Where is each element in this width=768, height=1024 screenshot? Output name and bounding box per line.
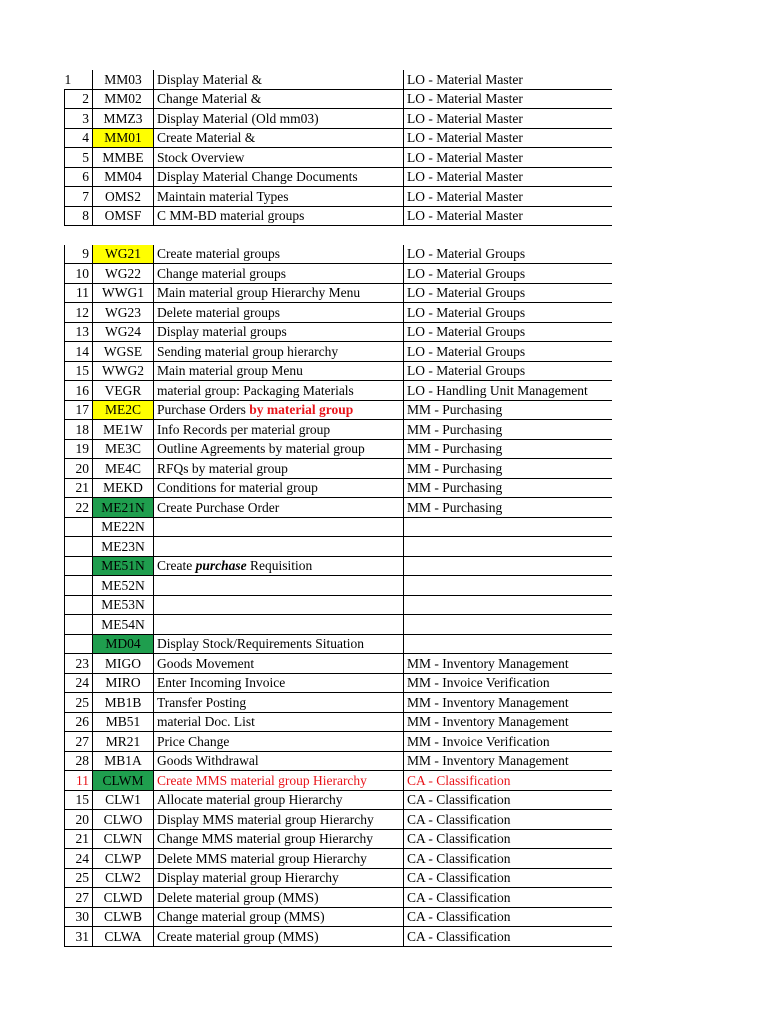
application-area: MM - Inventory Management [404, 654, 612, 674]
transaction-code: MB1A [93, 751, 154, 771]
transaction-code: MM04 [93, 167, 154, 187]
row-number: 30 [65, 907, 93, 927]
table-row [65, 790, 612, 810]
row-number: 31 [65, 927, 93, 947]
row-number: 27 [65, 888, 93, 908]
transaction-code: ME52N [93, 576, 154, 596]
application-area: LO - Material Master [404, 187, 612, 207]
table-row [65, 109, 612, 129]
table-row [65, 634, 612, 654]
transaction-description [154, 439, 404, 459]
table-row [65, 70, 612, 89]
table-row [65, 907, 612, 927]
table-row [65, 615, 612, 635]
transaction-description [154, 89, 404, 109]
application-area: LO - Material Groups [404, 245, 612, 264]
description-text: Change Material & [157, 91, 262, 106]
application-area [404, 595, 612, 615]
table-row [65, 693, 612, 713]
application-area: CA - Classification [404, 907, 612, 927]
blank-row [65, 226, 612, 245]
application-area: CA - Classification [404, 849, 612, 869]
empty-cell [93, 226, 154, 245]
table-row [65, 342, 612, 362]
application-area [404, 615, 612, 635]
transaction-description [154, 420, 404, 440]
row-number: 24 [65, 849, 93, 869]
description-text: Create material group (MMS) [157, 928, 319, 944]
transaction-code: MB1B [93, 693, 154, 713]
table-row [65, 420, 612, 440]
table-row [65, 498, 612, 518]
transaction-description [154, 673, 404, 693]
table-row [65, 148, 612, 168]
transaction-code: CLWM [93, 771, 154, 791]
transaction-description [154, 595, 404, 615]
table-row [65, 751, 612, 771]
transaction-description [154, 245, 404, 264]
row-number: 25 [65, 868, 93, 888]
row-number: 11 [65, 771, 93, 791]
transaction-description [154, 693, 404, 713]
description-emphasis: purchase [195, 558, 247, 573]
application-area: MM - Purchasing [404, 420, 612, 440]
transaction-description [154, 400, 404, 420]
table-row [65, 517, 612, 537]
transaction-code: ME54N [93, 615, 154, 635]
table-body [65, 70, 612, 946]
table-row [65, 361, 612, 381]
application-area: CA - Classification [404, 810, 612, 830]
application-area: LO - Material Master [404, 89, 612, 109]
description-text: material group: Packaging Materials [157, 382, 354, 398]
application-area: LO - Material Groups [404, 303, 612, 323]
transaction-code: WG21 [93, 245, 154, 264]
row-number: 1 [65, 70, 93, 89]
transaction-description [154, 849, 404, 869]
application-area: LO - Material Groups [404, 264, 612, 284]
application-area: CA - Classification [404, 888, 612, 908]
application-area: LO - Material Groups [404, 342, 612, 362]
transaction-description [154, 128, 404, 148]
table-row [65, 829, 612, 849]
transaction-description [154, 283, 404, 303]
transaction-code: VEGR [93, 381, 154, 401]
transaction-description [154, 70, 404, 89]
application-area [404, 517, 612, 537]
row-number: 10 [65, 264, 93, 284]
application-area: MM - Purchasing [404, 498, 612, 518]
transaction-description [154, 868, 404, 888]
table-row [65, 868, 612, 888]
transaction-description [154, 810, 404, 830]
description-text: Delete material groups [157, 304, 280, 320]
transaction-description [154, 576, 404, 596]
table-row [65, 439, 612, 459]
description-text: Create MMS material group Hierarchy [157, 772, 367, 788]
description-text: Change material groups [157, 265, 286, 281]
transaction-code: WG24 [93, 322, 154, 342]
transaction-description [154, 498, 404, 518]
table-row [65, 595, 612, 615]
row-number: 22 [65, 498, 93, 518]
application-area: CA - Classification [404, 868, 612, 888]
transaction-code: WGSE [93, 342, 154, 362]
transaction-code: OMSF [93, 206, 154, 226]
transaction-code: CLWP [93, 849, 154, 869]
transaction-code: CLWO [93, 810, 154, 830]
row-number: 26 [65, 712, 93, 732]
table-row [65, 322, 612, 342]
application-area [404, 556, 612, 576]
transaction-description [154, 342, 404, 362]
application-area: LO - Handling Unit Management [404, 381, 612, 401]
transaction-description [154, 888, 404, 908]
row-number [65, 634, 93, 654]
description-text: Display Stock/Requirements Situation [157, 636, 364, 651]
table-row [65, 732, 612, 752]
row-number: 23 [65, 654, 93, 674]
application-area: LO - Material Master [404, 148, 612, 168]
description-text: Purchase Orders [157, 402, 250, 417]
row-number: 21 [65, 478, 93, 498]
transaction-code: CLWN [93, 829, 154, 849]
row-number: 11 [65, 283, 93, 303]
application-area: LO - Material Groups [404, 361, 612, 381]
row-number: 20 [65, 459, 93, 479]
table-row [65, 771, 612, 791]
table-row [65, 576, 612, 596]
description-text: Main material group Hierarchy Menu [157, 285, 361, 300]
row-number: 25 [65, 693, 93, 713]
transaction-code: CLW2 [93, 868, 154, 888]
description-text: Create material groups [157, 246, 280, 261]
description-text: Display Material Change Documents [157, 169, 358, 184]
row-number: 17 [65, 400, 93, 420]
table-row [65, 459, 612, 479]
application-area: MM - Inventory Management [404, 751, 612, 771]
transaction-code: OMS2 [93, 187, 154, 207]
application-area: CA - Classification [404, 790, 612, 810]
transaction-code: MR21 [93, 732, 154, 752]
transaction-description [154, 829, 404, 849]
row-number: 2 [65, 89, 93, 109]
description-text: Conditions for material group [157, 480, 318, 495]
row-number: 14 [65, 342, 93, 362]
transaction-code: MM02 [93, 89, 154, 109]
description-text: Maintain material Types [157, 188, 289, 204]
description-text: Delete material group (MMS) [157, 889, 319, 905]
description-text: Goods Movement [157, 655, 255, 671]
transaction-code: ME53N [93, 595, 154, 615]
table-row [65, 283, 612, 303]
transaction-description [154, 790, 404, 810]
application-area: MM - Invoice Verification [404, 732, 612, 752]
table-row [65, 128, 612, 148]
application-area: CA - Classification [404, 927, 612, 947]
application-area: MM - Purchasing [404, 478, 612, 498]
transaction-description [154, 654, 404, 674]
table-row [65, 167, 612, 187]
transaction-description [154, 459, 404, 479]
row-number: 7 [65, 187, 93, 207]
empty-cell [404, 226, 612, 245]
description-text: Transfer Posting [157, 694, 247, 710]
row-number: 4 [65, 128, 93, 148]
transaction-code: ME1W [93, 420, 154, 440]
transaction-description [154, 381, 404, 401]
transaction-code: MM03 [93, 70, 154, 89]
transaction-description [154, 712, 404, 732]
application-area: LO - Material Groups [404, 322, 612, 342]
transaction-code: MEKD [93, 478, 154, 498]
description-text: C MM-BD material groups [157, 208, 305, 223]
transaction-code: MD04 [93, 634, 154, 654]
description-text: Outline Agreements by material group [157, 441, 365, 456]
transaction-code: CLWB [93, 907, 154, 927]
description-text: Display Material (Old mm03) [157, 110, 319, 126]
transaction-code: WG23 [93, 303, 154, 323]
empty-cell [65, 226, 93, 245]
application-area: MM - Inventory Management [404, 693, 612, 713]
description-text: RFQs by material group [157, 460, 288, 476]
row-number: 21 [65, 829, 93, 849]
table-row [65, 654, 612, 674]
transaction-description [154, 615, 404, 635]
transaction-code: MMBE [93, 148, 154, 168]
table-row [65, 712, 612, 732]
transaction-description [154, 732, 404, 752]
transaction-description [154, 167, 404, 187]
transaction-description [154, 634, 404, 654]
table-row [65, 187, 612, 207]
transaction-code: CLWA [93, 927, 154, 947]
row-number: 9 [65, 245, 93, 264]
row-number: 6 [65, 167, 93, 187]
application-area: CA - Classification [404, 829, 612, 849]
transaction-code: ME2C [93, 400, 154, 420]
transaction-description [154, 537, 404, 557]
description-text: Create Material & [157, 130, 256, 145]
transaction-code: MIGO [93, 654, 154, 674]
transaction-description [154, 264, 404, 284]
row-number: 16 [65, 381, 93, 401]
transaction-description [154, 303, 404, 323]
transaction-code: CLW1 [93, 790, 154, 810]
transaction-code: CLWD [93, 888, 154, 908]
description-text: Allocate material group Hierarchy [157, 792, 343, 807]
transaction-code: ME22N [93, 517, 154, 537]
transaction-description [154, 751, 404, 771]
table-row [65, 206, 612, 226]
application-area: LO - Material Master [404, 109, 612, 129]
description-text: Change MMS material group Hierarchy [157, 831, 373, 846]
row-number: 15 [65, 361, 93, 381]
transaction-code: ME21N [93, 498, 154, 518]
description-text: Display Material & [157, 71, 262, 87]
description-text: Stock Overview [157, 149, 245, 165]
transaction-description [154, 771, 404, 791]
application-area: CA - Classification [404, 771, 612, 791]
row-number [65, 537, 93, 557]
transaction-code: WWG2 [93, 361, 154, 381]
row-number [65, 576, 93, 596]
description-tail: Requisition [246, 558, 313, 573]
table-row [65, 849, 612, 869]
transaction-code-table [64, 70, 612, 947]
application-area: LO - Material Groups [404, 283, 612, 303]
transaction-description [154, 187, 404, 207]
table-row [65, 264, 612, 284]
description-text: Create Purchase Order [157, 499, 280, 515]
transaction-code: MB51 [93, 712, 154, 732]
application-area: MM - Invoice Verification [404, 673, 612, 693]
description-text: Price Change [157, 733, 230, 749]
application-area [404, 576, 612, 596]
description-text: Goods Withdrawal [157, 753, 259, 768]
row-number: 18 [65, 420, 93, 440]
transaction-code: MM01 [93, 128, 154, 148]
description-text: Display MMS material group Hierarchy [157, 811, 374, 827]
transaction-code: ME23N [93, 537, 154, 557]
row-number: 24 [65, 673, 93, 693]
row-number: 12 [65, 303, 93, 323]
table-row [65, 927, 612, 947]
description-text: Main material group Menu [157, 363, 303, 378]
row-number: 20 [65, 810, 93, 830]
row-number: 28 [65, 751, 93, 771]
description-text: Enter Incoming Invoice [157, 675, 286, 690]
row-number: 15 [65, 790, 93, 810]
description-emphasis: by material group [249, 402, 354, 417]
row-number [65, 517, 93, 537]
table-row [65, 381, 612, 401]
transaction-code: ME3C [93, 439, 154, 459]
row-number [65, 595, 93, 615]
application-area: MM - Inventory Management [404, 712, 612, 732]
description-text: Sending material group hierarchy [157, 343, 339, 359]
transaction-description [154, 206, 404, 226]
table-row [65, 478, 612, 498]
application-area: LO - Material Master [404, 128, 612, 148]
application-area [404, 537, 612, 557]
application-area: LO - Material Master [404, 167, 612, 187]
row-number: 8 [65, 206, 93, 226]
transaction-code: MMZ3 [93, 109, 154, 129]
transaction-description [154, 148, 404, 168]
transaction-code: MIRO [93, 673, 154, 693]
transaction-code: WWG1 [93, 283, 154, 303]
description-text: Delete MMS material group Hierarchy [157, 850, 367, 866]
application-area: MM - Purchasing [404, 400, 612, 420]
description-text: Change material group (MMS) [157, 909, 325, 924]
transaction-code: ME4C [93, 459, 154, 479]
application-area: LO - Material Master [404, 70, 612, 89]
table-row [65, 556, 612, 576]
application-area: MM - Purchasing [404, 459, 612, 479]
table-row [65, 673, 612, 693]
description-text: material Doc. List [157, 714, 255, 729]
transaction-description [154, 361, 404, 381]
row-number [65, 556, 93, 576]
transaction-description [154, 907, 404, 927]
table-row [65, 245, 612, 264]
row-number: 13 [65, 322, 93, 342]
description-text: Info Records per material group [157, 421, 331, 437]
row-number: 5 [65, 148, 93, 168]
description-text: Display material groups [157, 324, 287, 339]
row-number [65, 615, 93, 635]
application-area: LO - Material Master [404, 206, 612, 226]
transaction-description [154, 556, 404, 576]
transaction-description [154, 517, 404, 537]
row-number: 27 [65, 732, 93, 752]
transaction-description [154, 109, 404, 129]
application-area [404, 634, 612, 654]
transaction-code: ME51N [93, 556, 154, 576]
table-row [65, 400, 612, 420]
transaction-description [154, 478, 404, 498]
table-row [65, 888, 612, 908]
description-text: Display material group Hierarchy [157, 870, 339, 885]
transaction-description [154, 322, 404, 342]
application-area: MM - Purchasing [404, 439, 612, 459]
table-row [65, 303, 612, 323]
table-row [65, 810, 612, 830]
table-row [65, 537, 612, 557]
table-row [65, 89, 612, 109]
transaction-code: WG22 [93, 264, 154, 284]
transaction-description [154, 927, 404, 947]
row-number: 19 [65, 439, 93, 459]
empty-cell [154, 226, 404, 245]
description-text: Create [157, 558, 196, 573]
row-number: 3 [65, 109, 93, 129]
